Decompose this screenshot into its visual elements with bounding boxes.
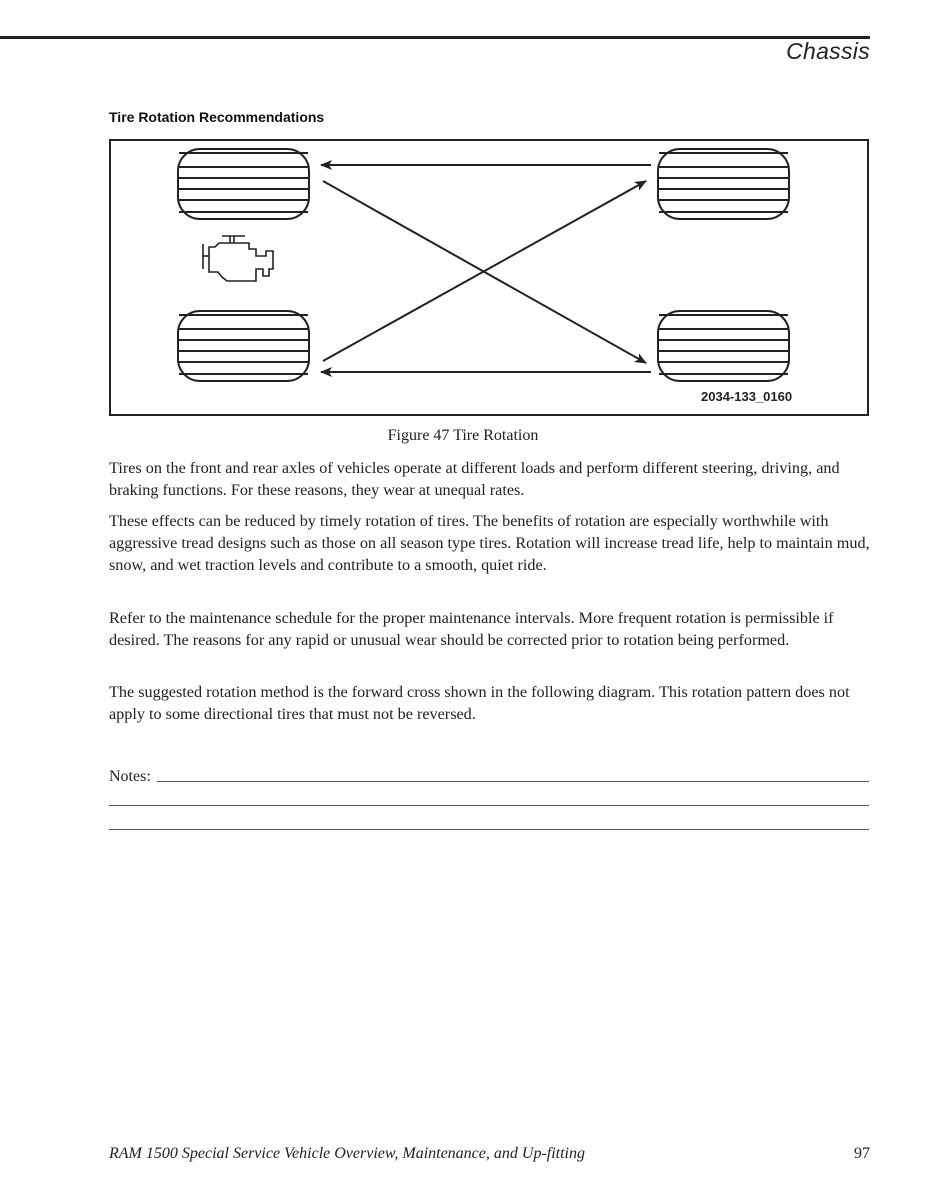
notes-line-3[interactable] bbox=[109, 828, 869, 830]
rotation-arrows bbox=[321, 165, 651, 372]
paragraph-4: The suggested rotation method is the forward cross shown in the following diagram. This rotation pattern does not apply to some directional tires that must not be reversed. bbox=[109, 683, 850, 723]
figure-id-label: 2034-133_0160 bbox=[701, 389, 793, 404]
notes-line-2[interactable] bbox=[109, 804, 869, 806]
tire-rear-right bbox=[658, 311, 789, 381]
paragraph-3: Refer to the maintenance schedule for the proper maintenance intervals. More frequent rotation is permissible if desired. The reasons for any rapid or unusual wear should be corrected prior to rotation being performed. bbox=[109, 609, 834, 649]
engine-icon bbox=[203, 236, 273, 281]
page-heading: Tire Rotation Recommendations bbox=[109, 109, 325, 125]
page-number: 97 bbox=[854, 1145, 870, 1162]
section-title: Chassis bbox=[786, 38, 870, 64]
paragraph-2: These effects can be reduced by timely rotation of tires. The benefits of rotation are especially worthwhile with aggressive tread designs such as those on all season type tires. Rotation will increase tread life, help to maintain mud, snow, and wet traction levels and contribute to a smooth, quiet ride. bbox=[109, 512, 870, 574]
notes-section bbox=[109, 762, 869, 834]
notes-label: Notes: bbox=[109, 768, 151, 785]
tire-front-right bbox=[658, 149, 789, 219]
tire-front-left bbox=[178, 149, 309, 219]
tire-rear-left bbox=[178, 311, 309, 381]
notes-line-1[interactable] bbox=[157, 780, 869, 782]
header-rule bbox=[0, 36, 870, 39]
paragraph-1: Tires on the front and rear axles of vehicles operate at different loads and perform different steering, driving, and braking functions. For these reasons, they wear at unequal rates. bbox=[109, 459, 840, 499]
footer-title: RAM 1500 Special Service Vehicle Overview, Maintenance, and Up-fitting bbox=[109, 1145, 585, 1162]
tire-rotation-figure bbox=[109, 139, 869, 416]
figure-caption: Figure 47 Tire Rotation bbox=[387, 427, 539, 444]
